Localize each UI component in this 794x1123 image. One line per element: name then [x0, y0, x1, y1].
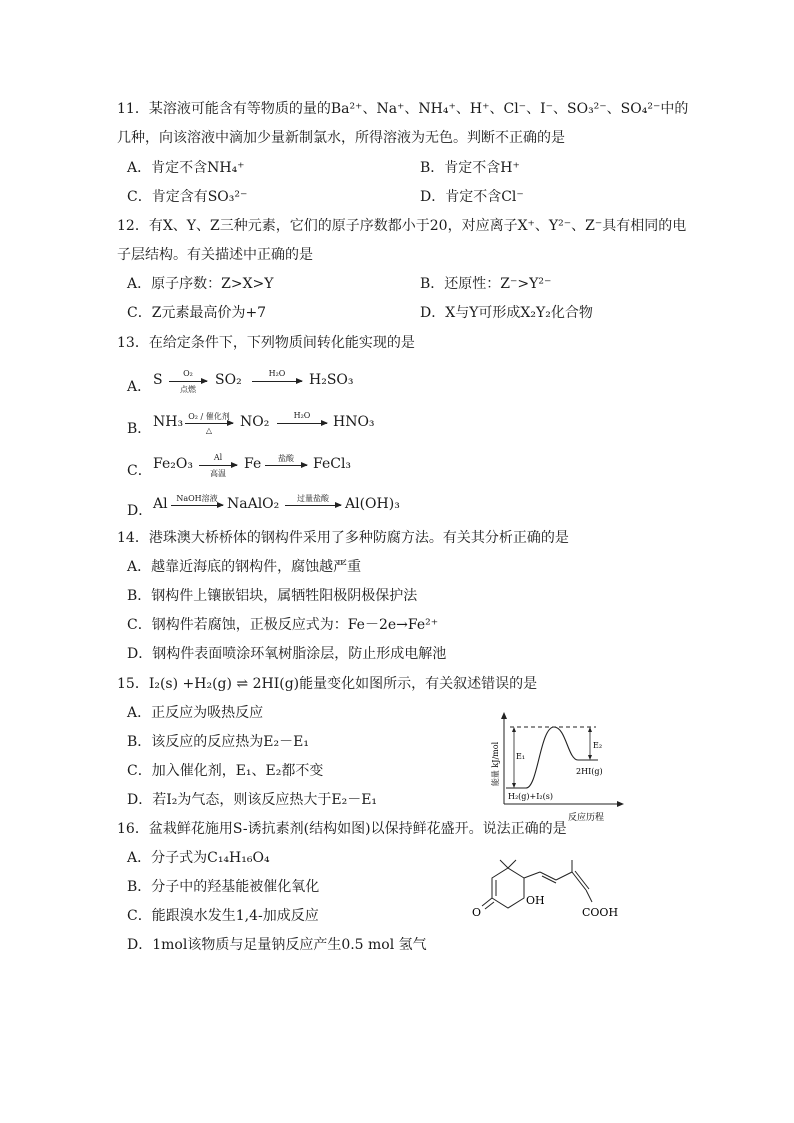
q11-stem-line1: 11．某溶液可能含有等物质的量的Ba²⁺、Na⁺、NH₄⁺、H⁺、Cl⁻、I⁻、SO₃²⁻、SO₄²⁻中的: [117, 101, 689, 117]
q15-option-d: D．若I₂为气态，则该反应热大于E₂－E₁: [127, 792, 378, 808]
chain-bond-5: [586, 890, 592, 902]
energy-diagram: [486, 712, 626, 824]
species-2: NaAlO₂: [227, 496, 280, 512]
reactant-label: H₂(g)+I₂(s): [508, 792, 553, 801]
e2-label: E₂: [593, 741, 603, 750]
species-3: FeCl₃: [313, 456, 352, 472]
e1-label: E₁: [516, 752, 526, 761]
species-3: H₂SO₃: [309, 372, 354, 388]
q14-option-a: A．越靠近海底的钢构件，腐蚀越严重: [127, 559, 362, 575]
chain-bond-3: [556, 872, 572, 880]
q12-option-c: C．Z元素最高价为+7: [127, 305, 267, 321]
condition-bottom-1: 点燃: [180, 385, 196, 394]
condition-top-2: 过量盐酸: [297, 494, 329, 503]
q14-stem: 14．港珠澳大桥桥体的钢构件采用了多种防腐方法。有关其分析正确的是: [117, 530, 569, 546]
condition-top-1: O₂: [183, 369, 193, 378]
e1-arrowhead-bottom: [512, 783, 516, 788]
q15-stem: 15．I₂(s) +H₂(g) ⇌ 2HI(g)能量变化如图所示，有关叙述错误的是: [117, 676, 538, 692]
species-1: Al: [153, 496, 168, 512]
condition-top-1: O₂ / 催化剂: [188, 412, 230, 421]
q11-stem-line2: 几种，向该溶液中滴加少量新制氯水，所得溶液为无色。判断不正确的是: [117, 130, 565, 146]
q16-option-c: C．能跟溴水发生1,4-加成反应: [127, 908, 319, 924]
condition-bottom-1: △: [205, 426, 213, 435]
q13-option-b: [127, 406, 407, 437]
reaction-arrow-1: [199, 465, 237, 466]
condition-top-1: Al: [213, 453, 223, 462]
q14-option-b: B．钢构件上镶嵌铝块，属牺牲阳极阴极保护法: [127, 588, 418, 604]
q12-stem-line1: 12．有X、Y、Z三种元素，它们的原子序数都小于20，对应离子X⁺、Y²⁻、Z⁻具有相同的电: [117, 218, 687, 234]
q15-option-c: C．加入催化剂，E₁、E₂都不变: [127, 763, 324, 779]
q15-option-b: B．该反应的反应热为E₂－E₁: [127, 734, 309, 750]
carboxyl-label: COOH: [582, 906, 619, 919]
q12-option-a: A．原子序数：Z>X>Y: [127, 276, 274, 292]
q16-option-d: D．1mol该物质与足量钠反应产生0.5 mol 氢气: [127, 937, 427, 953]
option-label: A．: [127, 379, 152, 395]
q13-stem: 13．在给定条件下，下列物质间转化能实现的是: [117, 335, 415, 351]
chain-bond-1: [524, 872, 540, 878]
methyl-1: [500, 860, 508, 868]
molecule-structure: [470, 858, 630, 930]
q15-option-a: A．正反应为吸热反应: [127, 705, 264, 721]
condition-top-2: H₂O: [293, 411, 311, 420]
ring: [492, 868, 524, 908]
option-label: D．: [127, 503, 153, 519]
q16-option-b: B．分子中的羟基能被催化氧化: [127, 879, 320, 895]
q12-option-d: D．X与Y可形成X₂Y₂化合物: [420, 305, 593, 321]
energy-axis-label: 能量 kJ/mol: [491, 741, 500, 787]
energy-curve: [526, 727, 578, 788]
q11-option-a: A．肯定不含NH₄⁺: [127, 160, 245, 176]
q11-option-d: D．肯定不含Cl⁻: [420, 189, 524, 205]
reaction-arrow-1: [171, 505, 223, 506]
q12-stem-line2: 子层结构。有关描述中正确的是: [117, 247, 313, 263]
chain-double-bond-2: [575, 871, 589, 889]
option-label: C．: [127, 463, 152, 479]
methyl-2: [508, 860, 516, 868]
reaction-arrow-2: [285, 505, 341, 506]
q11-option-b: B．肯定不含H⁺: [420, 160, 520, 176]
q14-option-c: C．钢构件若腐蚀，正极反应式为：Fe－2e→Fe²⁺: [127, 617, 439, 633]
species-1: NH₃: [153, 414, 184, 430]
condition-top-2: H₂O: [268, 369, 286, 378]
condition-top-2: 盐酸: [278, 454, 294, 463]
reaction-arrow-1: [169, 381, 207, 382]
reaction-arrow-2: [252, 381, 302, 382]
reaction-arrow-2: [265, 465, 307, 466]
chain-bond-4: [572, 872, 586, 890]
y-axis-arrow: [501, 712, 507, 719]
ketone-oxygen-label: O: [472, 906, 482, 919]
q14-option-d: D．钢构件表面喷涂环氧树脂涂层，防止形成电解池: [127, 646, 447, 662]
species-1: S: [153, 372, 163, 388]
q12-option-b: B．还原性：Z⁻>Y²⁻: [420, 276, 552, 292]
option-label: B．: [127, 421, 152, 437]
product-label: 2HI(g): [576, 767, 603, 776]
q13-option-a: [127, 364, 407, 395]
species-2: NO₂: [240, 414, 270, 430]
hydroxyl-label: OH: [526, 894, 545, 907]
condition-bottom-1: 高温: [210, 469, 226, 478]
species-1: Fe₂O₃: [153, 456, 193, 472]
species-2: SO₂: [215, 372, 242, 388]
q11-option-c: C．肯定含有SO₃²⁻: [127, 189, 248, 205]
e2-arrowhead-bottom: [588, 755, 592, 760]
e2-arrowhead-top: [588, 727, 592, 732]
x-axis-arrow: [617, 801, 624, 807]
q13-option-c: [127, 448, 407, 479]
condition-top-1: NaOH溶液: [176, 494, 218, 503]
reaction-arrow-2: [277, 423, 327, 424]
q13-option-d: [127, 488, 427, 519]
species-2: Fe: [244, 456, 262, 472]
e1-arrowhead-top: [512, 727, 516, 732]
reaction-progress-label: 反应历程: [568, 813, 605, 823]
reaction-arrow-1: [185, 423, 233, 424]
species-3: HNO₃: [333, 414, 375, 430]
species-3: Al(OH)₃: [345, 496, 400, 512]
q16-option-a: A．分子式为C₁₄H₁₆O₄: [127, 850, 270, 866]
q16-stem: 16．盆栽鲜花施用S-诱抗素剂(结构如图)以保持鲜花盛开。说法正确的是: [117, 821, 567, 837]
